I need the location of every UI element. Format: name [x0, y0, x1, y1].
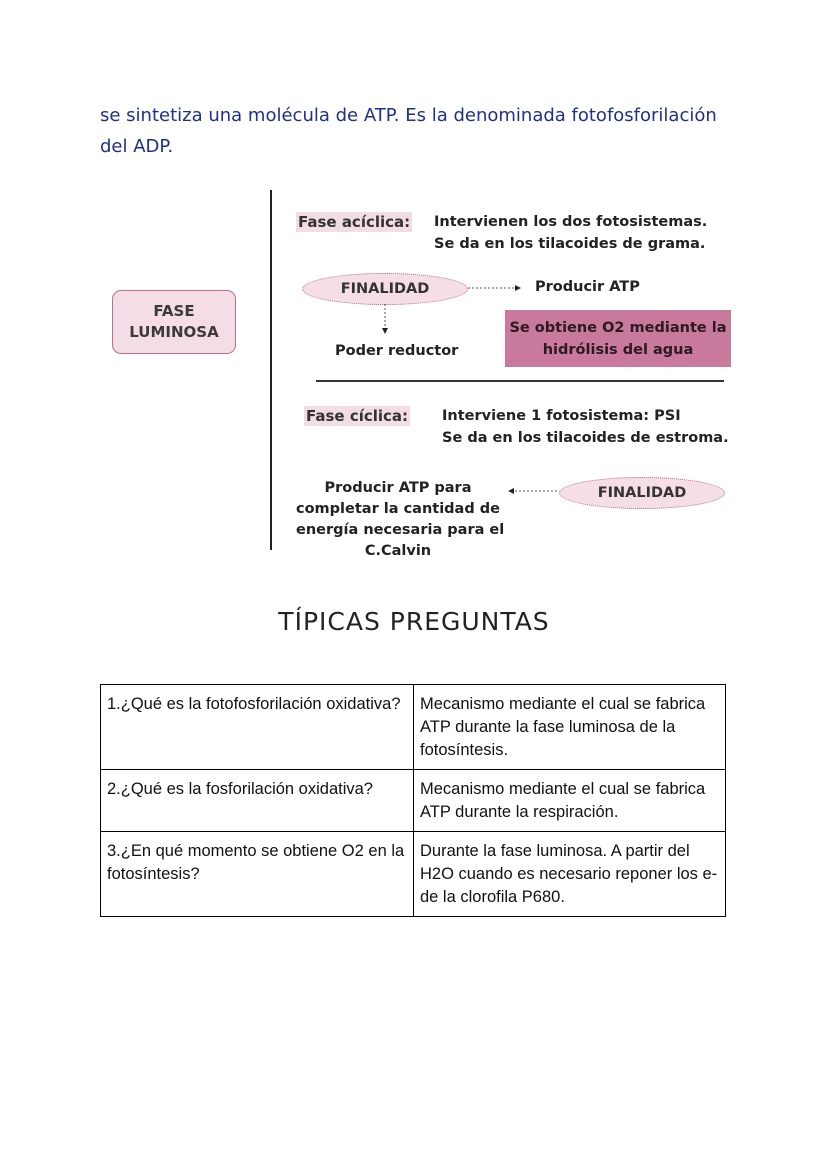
- question-cell: 1.¿Qué es la fotofosforilación oxidativa?: [101, 685, 414, 770]
- aciclica-poder-reductor: Poder reductor: [335, 343, 459, 359]
- ciclica-desc-2: Se da en los tilacoides de estroma.: [442, 430, 729, 446]
- table-row: [101, 832, 726, 917]
- o2-line-1: Se obtiene O2 mediante la: [509, 319, 727, 336]
- aciclica-producir-atp: Producir ATP: [535, 279, 640, 295]
- arrow-finalidad-to-producir: [468, 285, 521, 291]
- table-row: [101, 770, 726, 832]
- o2-line-2: hidrólisis del agua: [542, 341, 694, 358]
- ciclica-desc-1: Interviene 1 fotosistema: PSI: [442, 408, 681, 424]
- question-cell: 2.¿Qué es la fosforilación oxidativa?: [101, 770, 414, 832]
- intro-line-1: se sintetiza una molécula de ATP. Es la denominada fotofosforilación: [100, 105, 717, 126]
- arrow-finalidad-to-poder: [382, 304, 388, 334]
- fase-luminosa-line-1: FASE: [153, 302, 195, 320]
- fase-ciclica-label: Fase cíclica:: [306, 407, 409, 425]
- question-cell: 3.¿En qué momento se obtiene O2 en la fotosíntesis?: [101, 832, 414, 917]
- aciclica-desc-1: Intervienen los dos fotosistemas.: [434, 214, 708, 230]
- ciclica-producir-line-2: completar la cantidad de: [296, 501, 500, 517]
- fase-luminosa-line-2: LUMINOSA: [129, 323, 219, 341]
- ciclica-producir-line-3: energía necesaria para el: [296, 522, 505, 538]
- ciclica-producir-line-4: C.Calvin: [364, 543, 432, 559]
- answer-cell: Durante la fase luminosa. A partir del H2O cuando es necesario reponer los e- de la clorofila P680.: [414, 832, 726, 917]
- questions-table: [100, 684, 726, 917]
- table-row: [101, 685, 726, 770]
- answer-cell: Mecanismo mediante el cual se fabrica ATP durante la fase luminosa de la fotosíntesis.: [414, 685, 726, 770]
- arrow-finalidad-to-producir-ciclica: [508, 488, 557, 494]
- intro-line-2: del ADP.: [100, 136, 174, 157]
- answer-cell: Mecanismo mediante el cual se fabrica ATP durante la respiración.: [414, 770, 726, 832]
- fase-aciclica-label: Fase acíclica:: [298, 213, 411, 231]
- ciclica-finalidad-ellipse: FINALIDAD: [559, 477, 725, 509]
- aciclica-desc-2: Se da en los tilacoides de grama.: [434, 236, 706, 252]
- aciclica-finalidad-ellipse: FINALIDAD: [302, 273, 468, 305]
- ciclica-producir-line-1: Producir ATP para: [324, 480, 472, 496]
- page-heading: TÍPICAS PREGUNTAS: [278, 607, 550, 636]
